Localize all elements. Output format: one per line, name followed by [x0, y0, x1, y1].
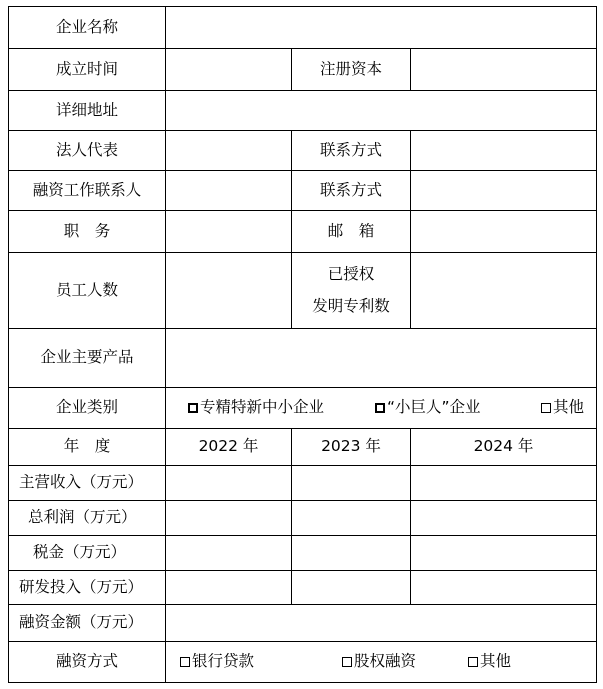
revenue-2024-field[interactable] [411, 466, 596, 500]
label-employees: 员工人数 [55, 280, 118, 299]
position-field[interactable] [166, 211, 291, 252]
category-option-other[interactable] [532, 388, 596, 428]
rnd-2022-field[interactable] [166, 571, 291, 604]
patents-field[interactable] [411, 253, 596, 328]
year-col-3: 2024 年 [473, 437, 534, 456]
tax-2024-field[interactable] [411, 536, 596, 570]
checkbox-srdi[interactable] [188, 403, 198, 413]
tax-2023-field[interactable] [292, 536, 410, 570]
label-tax: 税金（万元） [33, 543, 127, 562]
label-rnd: 研发投入（万元） [19, 577, 144, 596]
checkbox-equity[interactable] [342, 657, 352, 667]
category-option-little-giant-label: “小巨人”企业 [387, 398, 481, 417]
label-registered-capital: 注册资本 [319, 59, 382, 78]
label-address: 详细地址 [55, 100, 118, 119]
contact-2-field[interactable] [411, 171, 596, 210]
tax-2022-field[interactable] [166, 536, 291, 570]
profit-2023-field[interactable] [292, 501, 410, 535]
label-financing-amount: 融资金额（万元） [19, 613, 144, 632]
label-financing-method: 融资方式 [55, 652, 118, 671]
year-col-1: 2022 年 [198, 437, 259, 456]
label-contact-1: 联系方式 [319, 140, 382, 159]
year-col-2: 2023 年 [321, 437, 381, 456]
finance-contact-field[interactable] [166, 171, 291, 210]
label-finance-contact: 融资工作联系人 [32, 180, 142, 199]
financing-option-other[interactable] [462, 642, 552, 682]
label-year: 年 度 [63, 437, 111, 456]
label-contact-2: 联系方式 [319, 180, 382, 199]
financing-option-bank-loan[interactable] [172, 642, 312, 682]
label-revenue: 主营收入（万元） [19, 473, 144, 492]
revenue-2022-field[interactable] [166, 466, 291, 500]
profit-2022-field[interactable] [166, 501, 291, 535]
profit-2024-field[interactable] [411, 501, 596, 535]
category-option-little-giant[interactable] [368, 388, 523, 428]
financing-option-equity-label: 股权融资 [354, 652, 417, 671]
legal-rep-field[interactable] [166, 131, 291, 170]
checkbox-little-giant[interactable] [375, 403, 385, 413]
employees-field[interactable] [166, 253, 291, 328]
email-field[interactable] [411, 211, 596, 252]
founded-field[interactable] [166, 49, 291, 90]
rnd-2024-field[interactable] [411, 571, 596, 604]
company-name-field[interactable] [166, 7, 596, 48]
label-company-name: 企业名称 [55, 17, 118, 36]
financing-option-other-label: 其他 [480, 652, 512, 671]
label-email: 邮 箱 [327, 221, 375, 240]
category-option-srdi[interactable] [178, 388, 358, 428]
checkbox-financing-other[interactable] [468, 657, 478, 667]
label-patents-line-1: 已授权 [327, 264, 375, 283]
label-profit: 总利润（万元） [28, 508, 137, 527]
contact-1-field[interactable] [411, 131, 596, 170]
financing-amount-field[interactable] [166, 605, 596, 641]
label-legal-rep: 法人代表 [55, 140, 118, 159]
financing-option-bank-loan-label: 银行贷款 [192, 652, 255, 671]
rnd-2023-field[interactable] [292, 571, 410, 604]
main-products-field[interactable] [166, 329, 596, 387]
label-main-products: 企业主要产品 [40, 348, 134, 367]
category-option-srdi-label: 专精特新中小企业 [200, 398, 325, 417]
revenue-2023-field[interactable] [292, 466, 410, 500]
address-field[interactable] [166, 91, 596, 130]
label-patents [292, 253, 410, 328]
label-patents-line-2: 发明专利数 [312, 297, 390, 315]
checkbox-category-other[interactable] [541, 403, 551, 413]
financing-option-equity[interactable] [335, 642, 455, 682]
label-position: 职 务 [63, 221, 111, 240]
category-option-other-label: 其他 [553, 398, 585, 417]
registered-capital-field[interactable] [411, 49, 596, 90]
label-founded: 成立时间 [55, 59, 118, 78]
label-category: 企业类别 [55, 398, 118, 417]
checkbox-bank-loan[interactable] [180, 657, 190, 667]
